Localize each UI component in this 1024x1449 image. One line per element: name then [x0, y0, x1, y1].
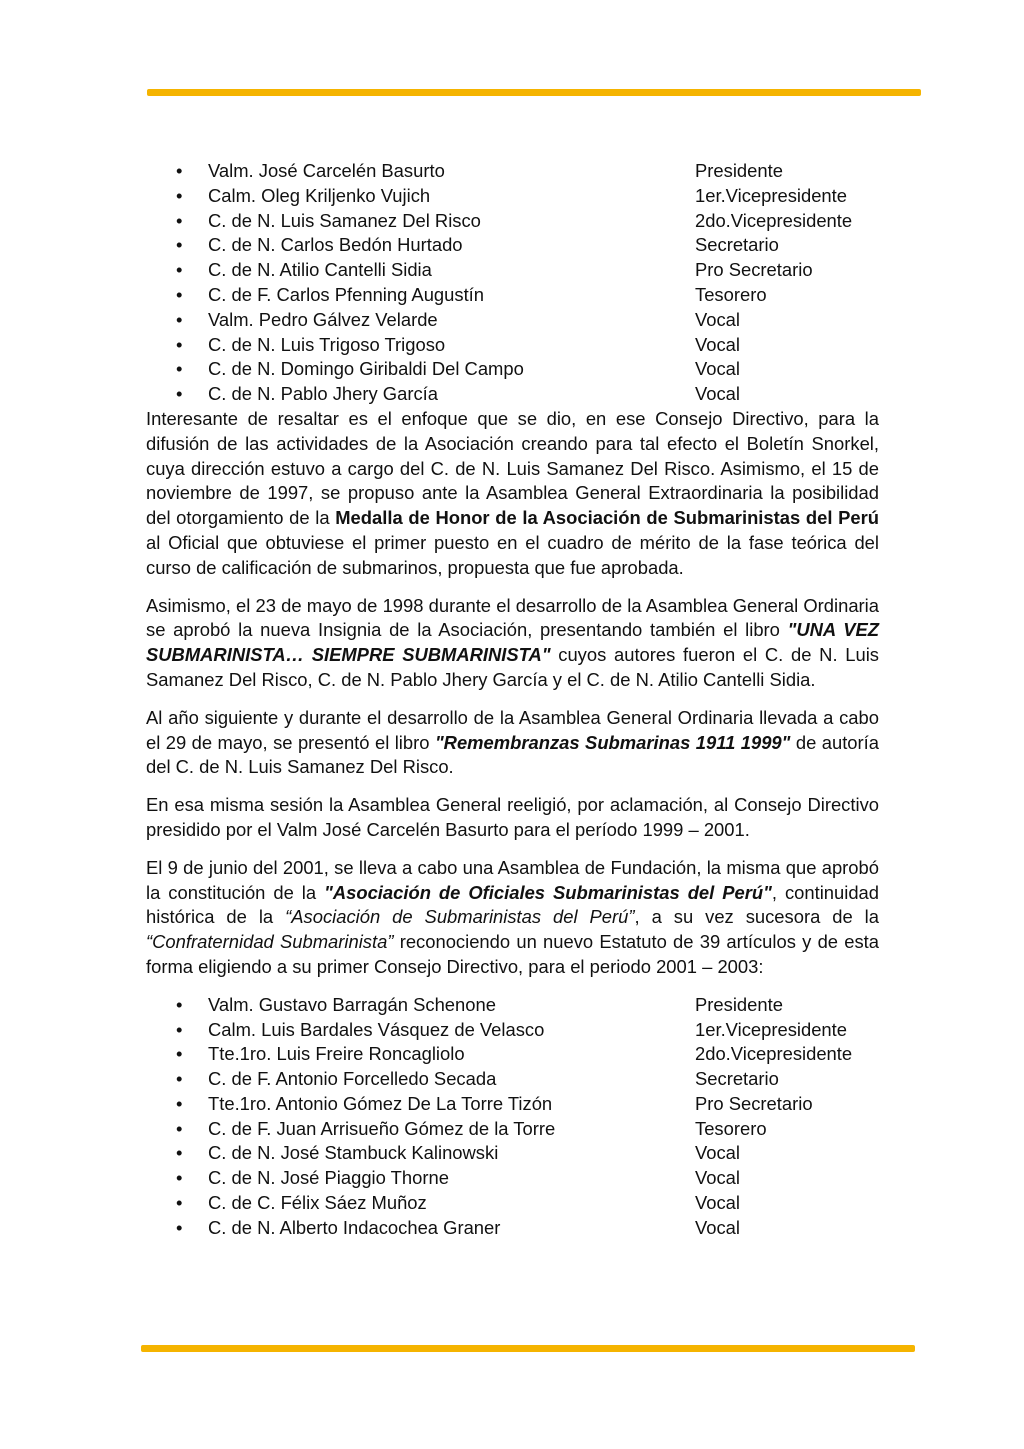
member-role: Secretario: [695, 234, 779, 256]
paragraph-insignia: [146, 594, 879, 693]
member-name: Valm. José Carcelén Basurto: [208, 160, 445, 181]
member-role: Vocal: [695, 1216, 740, 1238]
paragraph-snorkel-bulletin: [146, 407, 879, 581]
paragraph-foundation: [146, 856, 879, 980]
member-name: C. de N. Luis Trigoso Trigoso: [208, 333, 446, 355]
bullet-icon: •: [176, 1092, 183, 1114]
bullet-icon: •: [176, 1167, 183, 1189]
board-list-1997: [146, 159, 879, 407]
board-member-row: [146, 1191, 879, 1216]
bullet-icon: •: [176, 283, 183, 305]
member-role: Vocal: [695, 1167, 740, 1189]
board-member-row: [146, 1216, 879, 1241]
member-role: Pro Secretario: [695, 259, 813, 281]
paragraph-text: al Oficial que obtuviese el primer puesto en el cuadro de mérito de la fase teórica del curso de calificación de submarinos, propuesta que fue aprobada.: [146, 531, 879, 578]
member-role: Vocal: [695, 1142, 740, 1164]
book-title: "Remembranzas Submarinas 1911 1999": [434, 731, 791, 753]
member-role: Presidente: [695, 993, 783, 1015]
board-member-row: [146, 1166, 879, 1191]
paragraph-text: Asimismo, el 23 de mayo de 1998 durante el desarrollo de la Asamblea General Ordinaria se aprobó la nueva Insignia de la Asociación, presentando también el libro: [146, 594, 879, 641]
bullet-icon: •: [176, 1043, 183, 1065]
association-name: "Asociación de Oficiales Submarinistas del Perú": [324, 881, 772, 903]
bullet-icon: •: [176, 308, 183, 330]
board-member-row: [146, 382, 879, 407]
document-body: [146, 159, 879, 1241]
member-name: C. de F. Carlos Pfenning Augustín: [208, 283, 485, 305]
member-role: 2do.Vicepresidente: [695, 1043, 853, 1065]
member-name: C. de N. Alberto Indacochea Graner: [208, 1216, 501, 1238]
board-list-2001: [146, 993, 879, 1241]
header-rule: [147, 89, 921, 96]
member-role: Vocal: [695, 333, 740, 355]
member-role: Vocal: [695, 1192, 740, 1214]
member-role: Vocal: [695, 308, 740, 330]
member-name: C. de N. Pablo Jhery García: [208, 383, 438, 405]
bullet-icon: •: [176, 1117, 183, 1139]
member-role: 1er.Vicepresidente: [695, 184, 848, 206]
paragraph-text: Interesante de resaltar es el enfoque que se dio, en ese Consejo Directivo, para la difusión de las actividades de la Asociación creando para tal efecto el Boletín Snorkel, cuya dirección estuvo a cargo del C. de N. Luis Samanez Del Risco. Asimismo, el 15 de noviembre de 1997, se propuso ante la Asamblea General Extraordinaria la posibilidad del otorgamiento de la: [146, 407, 879, 529]
association-name-former: “Asociación de Submarinistas del Perú”: [285, 906, 635, 928]
bullet-icon: •: [176, 358, 183, 380]
board-member-row: [146, 1141, 879, 1166]
member-name: C. de F. Antonio Forcelledo Secada: [208, 1068, 497, 1090]
board-member-row: [146, 1018, 879, 1043]
paragraph-text: Al año siguiente y durante el desarrollo de la Asamblea General Ordinaria llevada a cabo el 29 de mayo, se presentó el libro: [146, 706, 879, 753]
member-name: Tte.1ro. Luis Freire Roncagliolo: [208, 1043, 465, 1065]
bullet-icon: •: [176, 993, 183, 1015]
board-member-row: [146, 159, 879, 184]
member-role: Presidente: [695, 160, 783, 181]
bullet-icon: •: [176, 259, 183, 281]
member-role: 2do.Vicepresidente: [695, 209, 853, 231]
board-member-row: [146, 283, 879, 308]
board-member-row: [146, 1042, 879, 1067]
confraternity-name: “Confraternidad Submarinista”: [146, 931, 394, 953]
board-member-row: [146, 184, 879, 209]
paragraph-text: de autoría del C. de N. Luis Samanez Del Risco.: [146, 731, 879, 778]
paragraph-text: , continuidad histórica de la: [146, 881, 880, 928]
bullet-icon: •: [176, 184, 183, 206]
board-member-row: [146, 233, 879, 258]
member-role: Pro Secretario: [695, 1092, 813, 1114]
bullet-icon: •: [176, 333, 183, 355]
bullet-icon: •: [176, 209, 183, 231]
board-member-row: [146, 258, 879, 283]
member-role: 1er.Vicepresidente: [695, 1018, 848, 1040]
member-role: Vocal: [695, 358, 740, 380]
board-member-row: [146, 1067, 879, 1092]
board-member-row: [146, 333, 879, 358]
board-member-row: [146, 1117, 879, 1142]
member-name: C. de N. Domingo Giribaldi Del Campo: [208, 358, 524, 380]
paragraph-text: reconociendo un nuevo Estatuto de 39 artículos y de esta forma eligiendo a su primer Consejo Directivo, para el periodo 2001 – 2003:: [146, 931, 880, 977]
paragraph-text: El 9 de junio del 2001, se lleva a cabo una Asamblea de Fundación, la misma que aprobó la constitución de la: [146, 856, 879, 903]
member-name: Calm. Luis Bardales Vásquez de Velasco: [208, 1018, 545, 1040]
member-name: C. de F. Juan Arrisueño Gómez de la Torre: [208, 1117, 556, 1139]
member-role: Tesorero: [695, 283, 767, 305]
member-name: Valm. Pedro Gálvez Velarde: [208, 308, 438, 330]
bullet-icon: •: [176, 1192, 183, 1214]
board-member-row: [146, 308, 879, 333]
book-title: "UNA VEZ SUBMARINISTA… SIEMPRE SUBMARINISTA": [146, 619, 880, 666]
medal-name: Medalla de Honor de la Asociación de Submarinistas del Perú: [335, 507, 879, 529]
member-name: Calm. Oleg Kriljenko Vujich: [208, 184, 431, 206]
paragraph-text: cuyos autores fueron el C. de N. Luis Samanez Del Risco, C. de N. Pablo Jhery García y el C. de N. Atilio Cantelli Sidia.: [146, 644, 879, 690]
member-name: Tte.1ro. Antonio Gómez De La Torre Tizón: [208, 1092, 553, 1114]
bullet-icon: •: [176, 1216, 183, 1238]
member-name: C. de N. José Piaggio Thorne: [208, 1167, 449, 1189]
member-name: C. de N. Carlos Bedón Hurtado: [208, 234, 463, 256]
board-member-row: [146, 357, 879, 382]
bullet-icon: •: [176, 1018, 183, 1040]
bullet-icon: •: [176, 234, 183, 256]
bullet-icon: •: [176, 160, 183, 181]
paragraph-remembranzas: [146, 706, 879, 780]
board-member-row: [146, 993, 879, 1018]
member-name: C. de C. Félix Sáez Muñoz: [208, 1192, 427, 1214]
paragraph-text: , a su vez sucesora de la: [634, 906, 879, 928]
board-member-row: [146, 1092, 879, 1117]
bullet-icon: •: [176, 1068, 183, 1090]
member-name: C. de N. Luis Samanez Del Risco: [208, 209, 481, 231]
paragraph-reelection: [146, 793, 879, 843]
member-name: C. de N. José Stambuck Kalinowski: [208, 1142, 499, 1164]
member-role: Tesorero: [695, 1117, 767, 1139]
bullet-icon: •: [176, 1142, 183, 1164]
board-member-row: [146, 209, 879, 234]
member-role: Vocal: [695, 383, 740, 405]
bullet-icon: •: [176, 383, 183, 405]
member-role: Secretario: [695, 1068, 779, 1090]
footer-rule: [141, 1345, 915, 1352]
paragraph-text: En esa misma sesión la Asamblea General reeligió, por aclamación, al Consejo Directivo presidido por el Valm José Carcelén Basurto para el período 1999 – 2001.: [146, 794, 879, 840]
member-name: C. de N. Atilio Cantelli Sidia: [208, 259, 432, 281]
member-name: Valm. Gustavo Barragán Schenone: [208, 993, 496, 1015]
